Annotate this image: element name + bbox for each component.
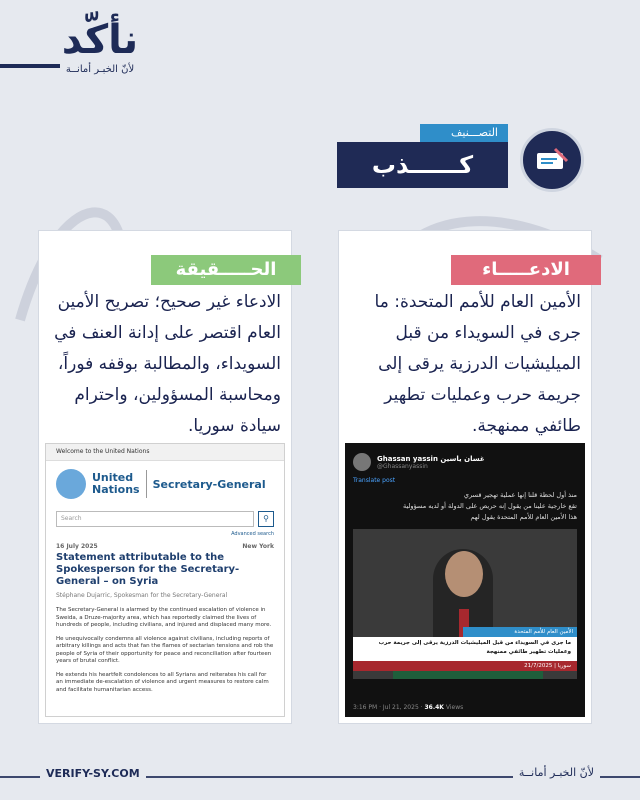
un-statement-author: Stéphane Dujarric, Spokesman for the Secretary-General xyxy=(56,592,228,599)
tweet-media[interactable] xyxy=(353,529,577,679)
tweet-footer xyxy=(353,704,463,711)
un-paragraph-1: The Secretary-General is alarmed by the continued escalation of violence in Sweida, a Druze-majority area, which has reportedly claimed the lives of hundreds of people, including civilians, and injured and displaced many more. xyxy=(56,607,272,628)
tweet-views-label: Views xyxy=(445,704,464,711)
un-header xyxy=(46,461,284,507)
search-icon[interactable]: ⚲ xyxy=(258,511,274,527)
tweet-line-1: منذ أول لحظة قلنا إنها عملية تهجير قسري xyxy=(463,491,577,499)
tweet-views: 36.4K xyxy=(424,704,444,711)
classification-icon xyxy=(520,128,584,192)
truth-tag: الحـــــقيقة xyxy=(151,255,301,285)
classification-value: كــــــذب xyxy=(337,142,508,188)
un-date: 16 July 2025 xyxy=(56,543,98,550)
caption-top: الأمين العام للأمم المتحدة xyxy=(463,627,577,637)
truth-text: الادعاء غير صحيح؛ تصريح الأمين العام اقتصر على إدانة العنف في السويداء، والمطالبة بوقفه فوراً، ومحاسبة المسؤولين، واحترام سيادة سوريا. xyxy=(54,292,281,436)
un-statement-screenshot xyxy=(45,443,285,717)
un-search xyxy=(56,511,274,527)
caption-bottom: سوريا | 21/7/2025 xyxy=(353,661,577,671)
translate-post-link[interactable]: Translate post xyxy=(353,477,396,484)
tweet-header xyxy=(345,443,585,475)
un-statement-title: Statement attributable to the Spokesperson for the Secretary-General – on Syria xyxy=(56,552,240,587)
un-org-name-line1: United xyxy=(92,471,134,484)
tweet-body xyxy=(345,486,585,527)
logo-wordmark: نأكّد xyxy=(61,17,139,63)
avatar xyxy=(353,453,371,471)
un-paragraph-2: He unequivocally condemns all violence against civilians, including reports of arbitrary killings and acts that fan the flames of sectarian tensions and rob the people of Syria of their opportunity for peace and reconciliation after fourteen years of brutal conflict. xyxy=(56,635,274,664)
un-org-name xyxy=(92,472,140,496)
tweet-display-name: Ghassan yassin غسان ياسين xyxy=(377,454,485,463)
tweet-line-3: هذا الأمين العام للأمم المتحدة يقول لهم xyxy=(470,513,577,521)
fake-news-icon xyxy=(535,147,569,173)
un-section-title: Secretary-General xyxy=(152,477,266,491)
tweet-time: 3:16 PM · Jul 21, 2025 · xyxy=(353,704,423,711)
tweet-screenshot xyxy=(345,443,585,717)
logo-bar xyxy=(0,64,60,68)
tweet-handle: @Ghassanyassin xyxy=(377,462,428,470)
caption-main: ما جرى في السويداء من قبل الميليشيات الدرزية يرقى إلى جريمة حرب وعمليات تطهير طائفي ممنهجة xyxy=(353,637,577,661)
claim-card xyxy=(338,230,592,724)
brand-logo xyxy=(30,18,170,88)
tweet-line-2: تقع خارجية علينا من يقول إنه حريص على الدولة أو لديه مسؤولية xyxy=(403,502,577,510)
un-header-divider xyxy=(146,470,147,498)
footer-url[interactable]: VERIFY-SY.COM xyxy=(40,767,146,780)
un-paragraph-3: He extends his heartfelt condolences to all Syrians and reiterates his call for an immediate de-escalation of violence and urgent measures to restore calm and facilitate humanitarian access. xyxy=(56,671,269,693)
un-org-name-line2: Nations xyxy=(92,483,140,496)
tweet-author xyxy=(377,455,485,470)
un-advanced-search-link[interactable]: Advanced search xyxy=(231,531,274,537)
un-search-input[interactable]: Search xyxy=(56,511,254,527)
un-emblem-icon xyxy=(56,469,86,499)
un-meta xyxy=(46,537,284,550)
truth-card xyxy=(38,230,292,724)
speaker-face xyxy=(445,551,483,597)
claim-text: الأمين العام للأمم المتحدة: ما جرى في السويداء من قبل الميليشيات الدرزية يرقى إلى جريمة حرب وعمليات تطهير طائفي ممنهجة. xyxy=(374,292,581,436)
logo-tagline: لأنّ الخبـر أمانــة xyxy=(65,64,135,75)
claim-tag: الادعـــــاء xyxy=(451,255,601,285)
classification-label: التصـــنيف xyxy=(420,124,508,142)
un-location: New York xyxy=(242,543,274,550)
un-welcome-bar: Welcome to the United Nations xyxy=(46,444,284,461)
footer-tagline: لأنّ الخبـر أمانــة xyxy=(513,766,600,779)
